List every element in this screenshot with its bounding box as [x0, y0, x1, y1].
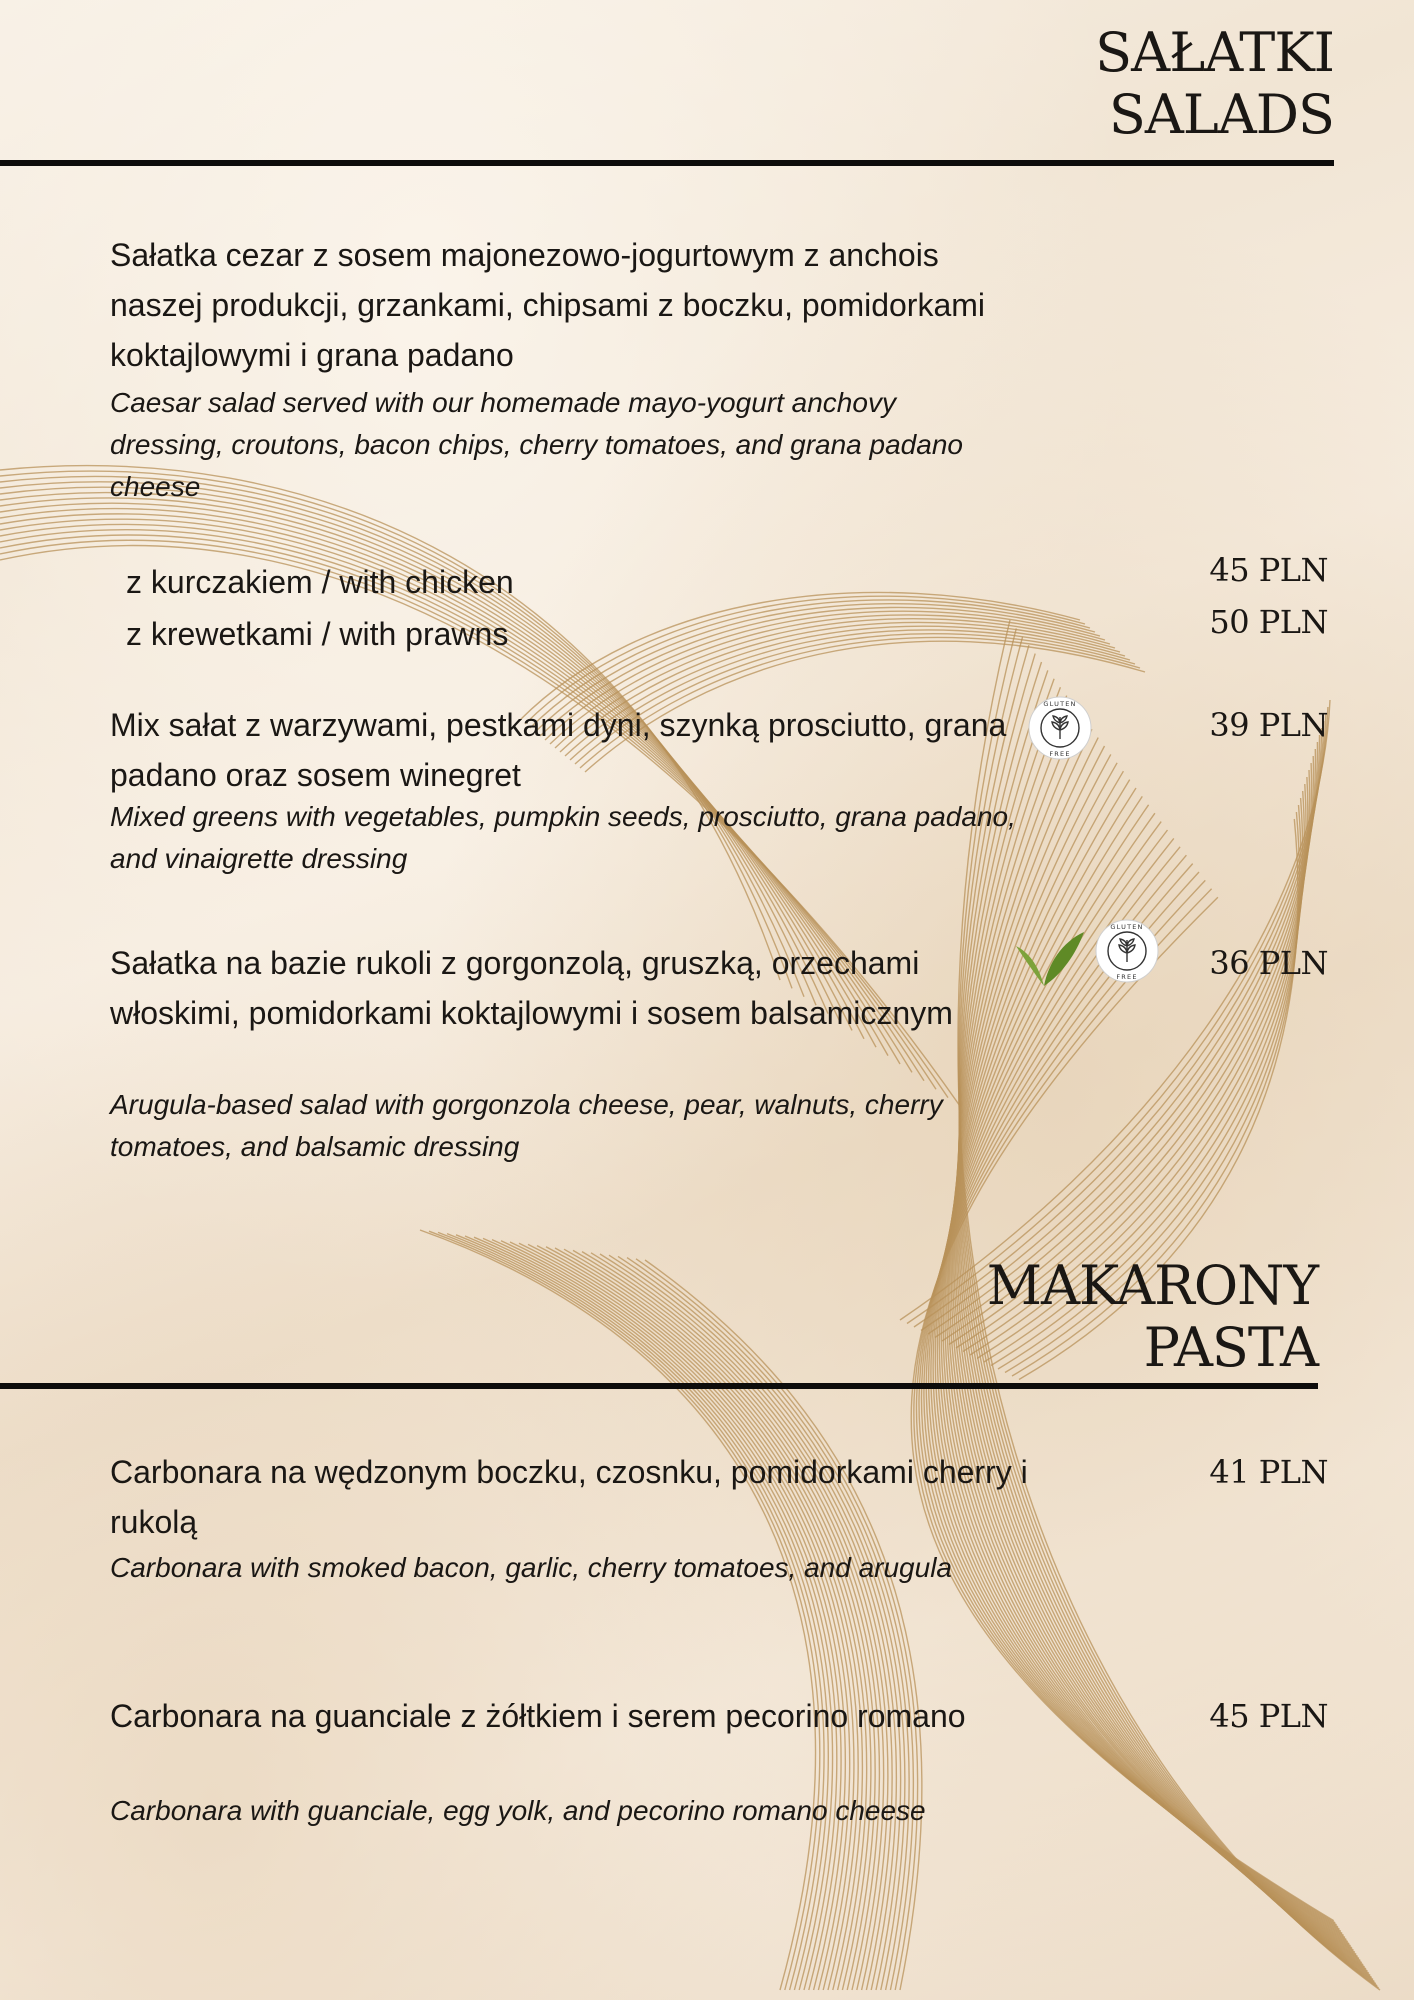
item-price: 45 PLN	[1209, 1697, 1328, 1735]
item-name-pl: Sałatka cezar z sosem majonezowo-jogurtowym z anchois naszej produkcji, grzankami, chipsami z boczku, pomidorkami koktajlowymi i grana padano	[110, 237, 986, 373]
section-divider-pasta	[0, 1383, 1318, 1389]
section-title-salads-en: SALADS	[1108, 83, 1334, 146]
item-name-pl: Carbonara na wędzonym boczku, czosnku, pomidorkami cherry i rukolą	[110, 1454, 1028, 1540]
section-title-salads-pl: SAŁATKI	[1095, 21, 1334, 84]
item-price-chicken: 45 PLN	[1209, 551, 1328, 589]
item-description-en: Caesar salad served with our homemade mayo-yogurt anchovy dressing, croutons, bacon chips, cherry tomatoes, and grana padano cheese	[110, 387, 963, 502]
section-title-salads	[1095, 22, 1334, 146]
vegetarian-leaf-icon	[1014, 928, 1086, 990]
section-divider-salads	[0, 160, 1334, 166]
gluten-free-badge-icon	[1027, 695, 1093, 761]
item-description-en: Carbonara with smoked bacon, garlic, cherry tomatoes, and arugula	[110, 1552, 952, 1583]
section-title-pasta-pl: MAKARONY	[986, 1254, 1318, 1317]
section-title-pasta-en: PASTA	[1143, 1316, 1318, 1379]
svg-text:GLUTEN: GLUTEN	[1110, 923, 1144, 931]
item-variant-chicken: z kurczakiem / with chicken	[126, 564, 514, 600]
item-price-prawns: 50 PLN	[1209, 603, 1328, 641]
svg-text:FREE: FREE	[1116, 973, 1138, 981]
item-name-pl: Carbonara na guanciale z żółtkiem i serem pecorino romano	[110, 1698, 966, 1734]
item-description-en: Carbonara with guanciale, egg yolk, and pecorino romano cheese	[110, 1795, 926, 1826]
item-variant-prawns: z krewetkami / with prawns	[126, 616, 509, 652]
item-description-en: Arugula-based salad with gorgonzola cheese, pear, walnuts, cherry tomatoes, and balsamic dressing	[110, 1089, 943, 1162]
item-name-pl: Sałatka na bazie rukoli z gorgonzolą, gruszką, orzechami włoskimi, pomidorkami koktajlowymi i sosem balsamicznym	[110, 945, 953, 1031]
svg-text:FREE: FREE	[1049, 750, 1071, 758]
item-name-pl: Mix sałat z warzywami, pestkami dyni, szynką prosciutto, grana padano oraz sosem winegret	[110, 707, 1007, 793]
item-price: 36 PLN	[1209, 944, 1328, 982]
svg-text:GLUTEN: GLUTEN	[1043, 700, 1077, 708]
section-title-pasta	[987, 1255, 1318, 1379]
item-price: 39 PLN	[1209, 706, 1328, 744]
gluten-free-badge-icon	[1094, 918, 1160, 984]
item-description-en: Mixed greens with vegetables, pumpkin seeds, prosciutto, grana padano, and vinaigrette dressing	[110, 801, 1016, 874]
item-price: 41 PLN	[1209, 1453, 1328, 1491]
